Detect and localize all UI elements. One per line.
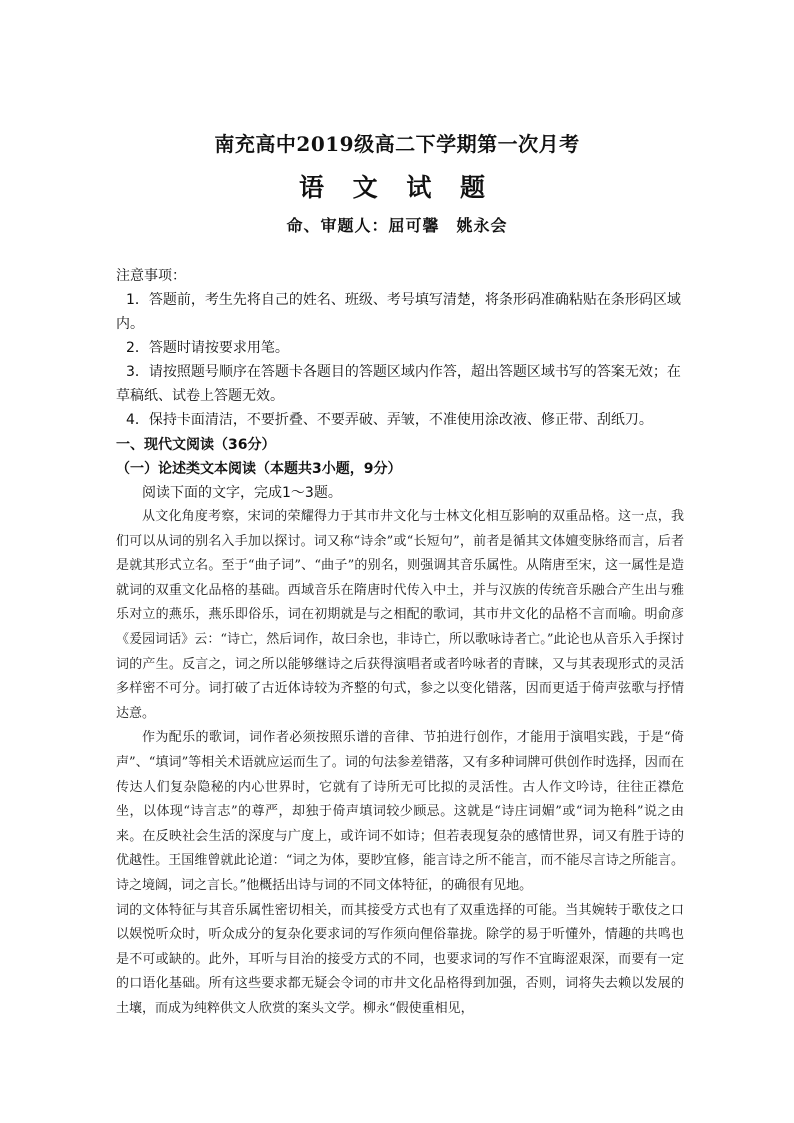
reading-passage bbox=[116, 505, 684, 1021]
notice-item-3: 3．请按照题号顺序在答题卡各题目的答题区域内作答，超出答题区域书写的答案无效；在草稿纸、试卷上答题无效。 bbox=[116, 364, 681, 404]
notice-item-4: 4．保持卡面清洁，不要折叠、不要弄破、弄皱，不准使用涂改液、修正带、刮纸刀。 bbox=[126, 412, 653, 428]
passage-paragraph-2: 作为配乐的歌词，词作者必须按照乐谱的音律、节拍进行创作，才能用于演唱实践，于是“倚声”、“填词”等相关术语就应运而生了。词的句法参差错落，又有多种词牌可供创作时选择，因而在传达人们复杂隐秘的内心世界时，它就有了诗所无可比拟的灵活性。古人作文吟诗，往往正襟危坐，以体现“诗言志”的尊严，却独于倚声填词较少顾忌。这就是“诗庄词媚”或“词为艳科”说之由来。在反映社会生活的深度与广度上，或许词不如诗；但若表现复杂的感情世界，词又有胜于诗的优越性。王国维曾就此论道：“词之为体，要眇宜修，能言诗之所不能言，而不能尽言诗之所能言。诗之境阔，词之言长。”他概括出诗与词的不同文体特征，的确很有见地。 bbox=[116, 730, 684, 893]
passage-paragraph-1: 从文化角度考察，宋词的荣耀得力于其市井文化与士林文化相互影响的双重品格。这一点，我们可以从词的别名入手加以探讨。词又称“诗余”或“长短句”，前者是循其文体嬗变脉络而言，后者是就其形式立名。至于“曲子词”、“曲子”的别名，则强调其音乐属性。从隋唐至宋，这一属性是造就词的双重文化品格的基础。西域音乐在隋唐时代传入中土，并与汉族的传统音乐融合产生出与雅乐对立的燕乐，燕乐即俗乐，词在初期就是与之相配的歌词，其市井文化的品格不言而喻。明俞彦《爰园词话》云：“诗亡，然后词作，故曰余也，非诗亡，所以歌咏诗者亡。”此论也从音乐入手探讨词的产生。反言之，词之所以能够继诗之后获得演唱者或者吟咏者的青睐，又与其表现形式的灵活多样密不可分。词打破了古近体诗较为齐整的句式，参之以变化错落，因而更适于倚声弦歌与抒情达意。 bbox=[116, 509, 684, 721]
exam-title: 南充高中2019级高二下学期第一次月考 bbox=[214, 132, 580, 156]
notice-heading: 注意事项： bbox=[116, 268, 186, 284]
subject-title: 语 文 试 题 bbox=[298, 173, 496, 202]
section-heading: 一、现代文阅读（36分） bbox=[116, 437, 276, 453]
notice-block bbox=[116, 264, 686, 432]
passage-paragraph-3: 词的文体特征与其音乐属性密切相关，而其接受方式也有了双重选择的可能。当其婉转于歌伎之口以娱悦听众时，听众成分的复杂化要求词的写作须向俚俗靠拢。除学的易于听懂外，情趣的共鸣也是不可或缺的。此外，耳听与目治的接受方式的不同，也要求词的写作不宜晦涩艰深，而要有一定的口语化基础。所有这些要求都无疑会令词的市井文化品格得到加强，否则，词将失去赖以发展的土壤，而成为纯粹供文人欣赏的案头文学。柳永“假使重相见， bbox=[116, 902, 684, 1016]
authors-line: 命、审题人：屈可馨 姚永会 bbox=[286, 216, 508, 235]
reading-instruction: 阅读下面的文字，完成1～3题。 bbox=[142, 485, 342, 501]
subsection-heading: （一）论述类文本阅读（本题共3小题，9分） bbox=[116, 461, 402, 477]
notice-item-1: 1．答题前，考生先将自己的姓名、班级、考号填写清楚，将条形码准确粘贴在条形码区域内。 bbox=[116, 292, 681, 332]
notice-item-2: 2．答题时请按要求用笔。 bbox=[126, 340, 289, 356]
